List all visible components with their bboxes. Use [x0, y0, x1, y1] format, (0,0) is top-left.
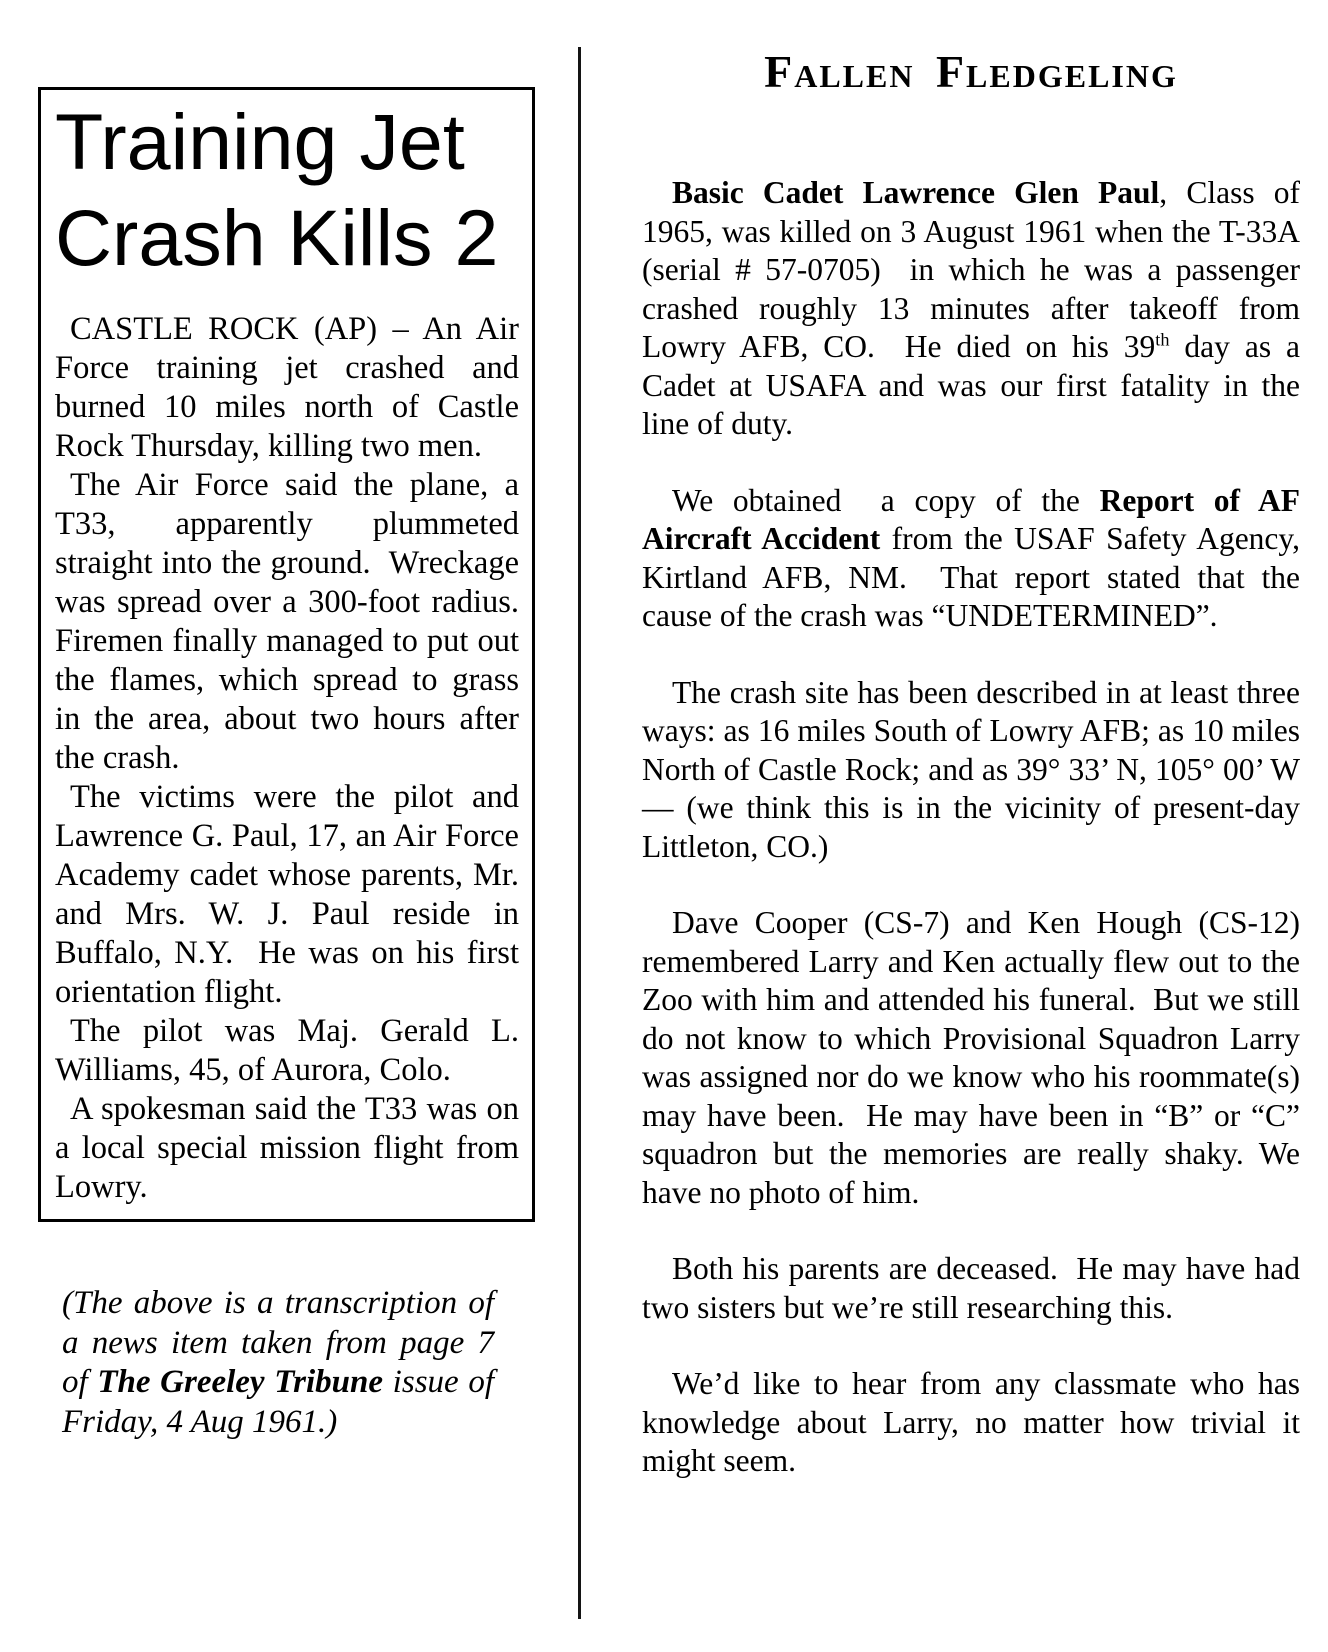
headline-line-2: Crash Kills 2: [55, 193, 499, 282]
text-run: , Class of 1965, was killed on 3 August 1961 when the T-33A (serial # 57-0705) in which he was a passenger crashed roughly 13 minutes after takeoff from Lowry AFB, CO. He died on his 39: [642, 175, 1308, 364]
text-run: Report of AF Aircraft Accident: [642, 482, 1307, 556]
paragraph: [642, 1365, 1308, 1481]
article-headline: [55, 94, 519, 286]
text-run: Basic Cadet Lawrence Glen Paul: [672, 175, 1160, 210]
text-run: th: [1155, 329, 1170, 350]
news-clipping-box: [38, 87, 535, 1222]
text-run: We’d like to hear from any classmate who has knowledge about Larry, no matter how trivial it might seem.: [642, 1366, 1308, 1478]
paragraph: [55, 466, 536, 778]
paragraph: [55, 778, 528, 1012]
text-run: The Air Force said the plane, a T33, apparently plummeted straight into the ground. Wreckage was spread over a 300-foot radius. Firemen finally managed to put out the flames, which spread to grass in the area, about two hours after the crash.: [55, 467, 536, 776]
paragraph: [62, 1284, 503, 1442]
memorial-body: [642, 174, 1308, 1481]
text-run: issue of Friday, 4 Aug 1961.): [62, 1364, 503, 1440]
text-run: The crash site has been described in at least three ways: as 16 miles South of Lowry AFB; as 10 miles North of Castle Rock; and as 39° 33’ N, 105° 00’ W — (we think this is in the vicinity of present-day Littleton, CO.): [642, 674, 1308, 864]
transcription-note: [62, 1284, 503, 1442]
text-run: CASTLE ROCK (AP) – An Air Force training jet crashed and burned 10 miles north of Castle Rock Thursday, killing two men.: [55, 311, 528, 464]
text-run: Both his parents are deceased. He may have had two sisters but we’re still researching this.: [642, 1251, 1308, 1325]
text-run: The victims were the pilot and Lawrence G. Paul, 17, an Air Force Academy cadet whose parents, Mr. and Mrs. W. J. Paul reside in Buffalo, N.Y. He was on his first orientation flight.: [55, 779, 528, 1010]
text-run: The Greeley Tribune: [97, 1364, 384, 1400]
text-run: A spokesman said the T33 was on a local special mission flight from Lowry.: [55, 1091, 528, 1205]
paragraph: [55, 310, 528, 466]
left-column: [38, 87, 535, 1442]
text-run: from the USAF Safety Agency, Kirtland AFB, NM. That report stated that the cause of the crash was “UNDETERMINED”.: [642, 521, 1308, 633]
text-run: (The above is a transcription of a news item taken from page 7 of: [62, 1285, 503, 1400]
paragraph: [642, 674, 1308, 867]
paragraph: [642, 1250, 1308, 1327]
paragraph: [55, 1090, 528, 1207]
paragraph: [642, 904, 1308, 1212]
column-divider-rule: [578, 47, 581, 1619]
paragraph: [642, 482, 1308, 636]
text-run: day as a Cadet at USAFA and was our first fatality in the line of duty.: [642, 329, 1308, 441]
article-body: [55, 310, 536, 1207]
paragraph: [55, 1012, 527, 1090]
headline-line-1: Training Jet: [55, 97, 465, 186]
text-run: Dave Cooper (CS-7) and Ken Hough (CS-12) remembered Larry and Ken actually flew out to the Zoo with him and attended his funeral. But we still do not know to which Provisional Squadron Larry was assigned nor do we know who his roommate(s) may have been. He may have been in “B” or “C” squadron but the memories are really shaky. We have no photo of him.: [642, 905, 1308, 1210]
section-title: Fallen Fledgeling: [764, 46, 1178, 97]
right-column: [642, 46, 1308, 1481]
text-run: We obtained a copy of the: [672, 482, 1100, 518]
paragraph: [642, 174, 1308, 444]
text-run: The pilot was Maj. Gerald L. Williams, 45, of Aurora, Colo.: [55, 1013, 527, 1088]
